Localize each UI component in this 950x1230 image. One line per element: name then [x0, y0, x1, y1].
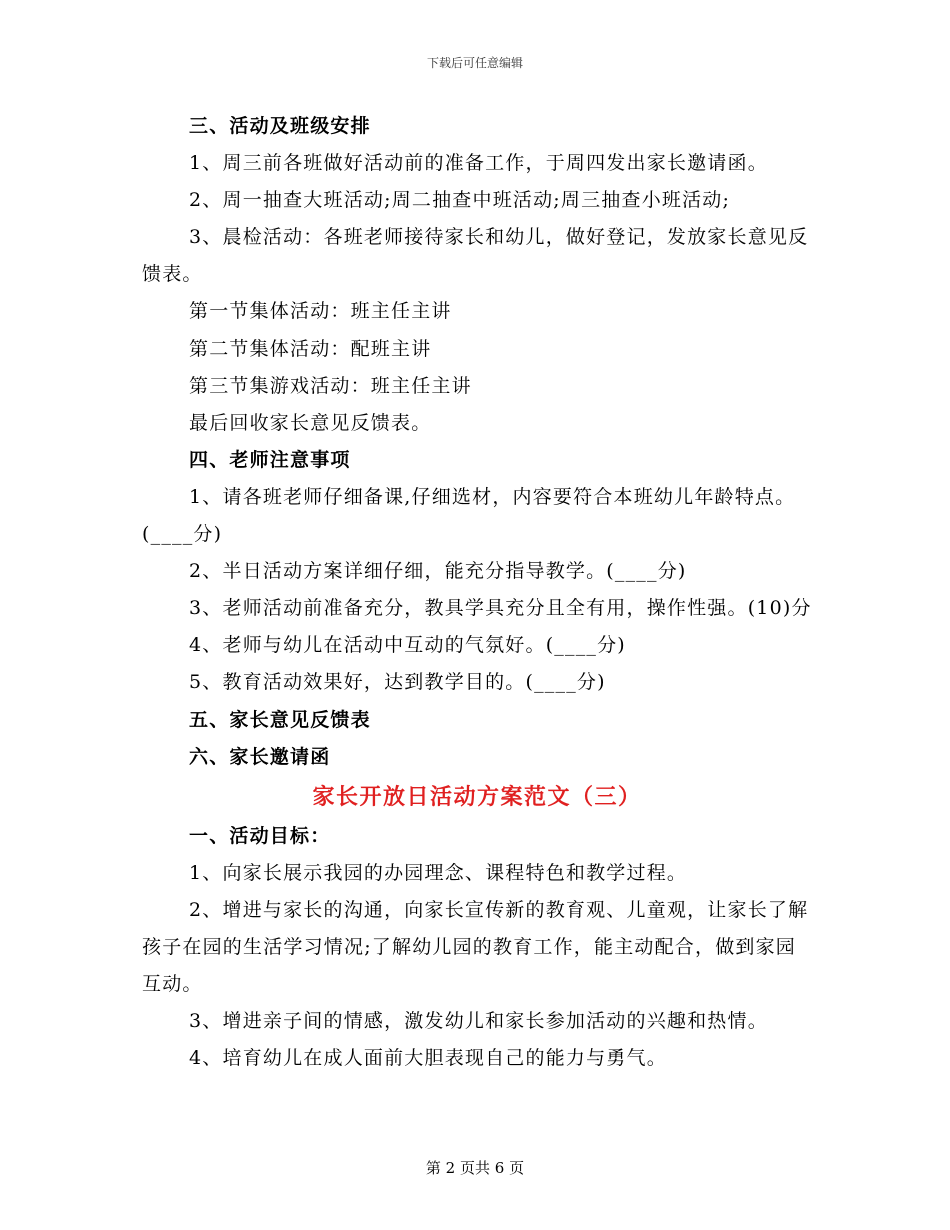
- paragraph: 2、周一抽查大班活动;周二抽查中班活动;周三抽查小班活动;: [189, 189, 731, 212]
- page-footer: 第 2 页共 6 页: [425, 1159, 525, 1177]
- paragraph: 最后回收家长意见反馈表。: [189, 411, 432, 434]
- paragraph: 1、向家长展示我园的办园理念、课程特色和教学过程。: [189, 861, 688, 884]
- page-header: 下载后可任意编辑: [426, 56, 523, 70]
- paragraph: 1、请各班老师仔细备课,仔细选材，内容要符合本班幼儿年龄特点。(____分): [142, 485, 796, 546]
- paragraph: 3、增进亲子间的情感，激发幼儿和家长参加活动的兴趣和热情。: [189, 1010, 768, 1033]
- section-heading-invitation: 六、家长邀请函: [189, 745, 331, 768]
- paragraph: 1、周三前各班做好活动前的准备工作，于周四发出家长邀请函。: [189, 152, 768, 175]
- document-body: [142, 108, 812, 1077]
- paragraph: 2、增进与家长的沟通，向家长宣传新的教育观、儿童观，让家长了解孩子在园的生活学习情况;了解幼儿园的教育工作，能主动配合，做到家园互动。: [142, 898, 809, 996]
- paragraph: 第一节集体活动：班主任主讲: [189, 300, 452, 323]
- section-heading-feedback-form: 五、家长意见反馈表: [189, 708, 371, 731]
- paragraph: 第三节集游戏活动：班主任主讲: [189, 374, 472, 397]
- paragraph: 3、老师活动前准备充分，教具学具充分且全有用，操作性强。(10)分: [189, 597, 812, 620]
- section-heading-objectives: 一、活动目标：: [189, 824, 331, 847]
- paragraph: 4、培育幼儿在成人面前大胆表现自己的能力与勇气。: [189, 1047, 667, 1070]
- document-title: 家长开放日活动方案范文（三）: [312, 783, 642, 810]
- paragraph: 4、老师与幼儿在活动中互动的气氛好。(____分): [189, 634, 626, 657]
- paragraph: 5、教育活动效果好，达到教学目的。(____分): [189, 671, 606, 694]
- paragraph: 第二节集体活动：配班主讲: [189, 337, 432, 360]
- section-heading-teacher-notes: 四、老师注意事项: [189, 448, 351, 471]
- paragraph: 2、半日活动方案详细仔细，能充分指导教学。(____分): [189, 560, 687, 583]
- section-heading-activity-arrangement: 三、活动及班级安排: [189, 115, 371, 137]
- paragraph: 3、晨检活动：各班老师接待家长和幼儿，做好登记，发放家长意见反馈表。: [142, 226, 809, 286]
